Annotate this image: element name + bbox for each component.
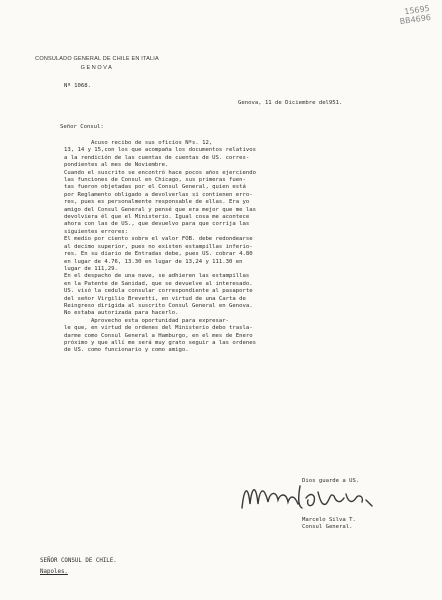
signer-title: Consul General. [302, 524, 353, 531]
recipient-city: Napoles. [40, 569, 68, 575]
recipient-address [40, 556, 117, 578]
letterhead-line1: CONSULADO GENERAL DE CHILE EN ITALIA [35, 56, 159, 62]
letter-body: Acuso recibo de sus oficios Nºs. 12, 13, 14 y 15,con los que acompaña los documentos relativos a la rendición de las cuentas de cuentas de US. corres- pondientes al mes de Noviembre. Cuando el suscrito se encontró hace pocos años ejerciendo las funciones de Consul en Chicago, sus primeras fuen- tas fueron objetadas por el Consul General, quien está por Reglamento obligado a devolverlas si contienen erro- res, pues es personalmente responsable de ellas. Era yo amigo del Consul General y pensé que era mejor que me las devolviera él que el Ministerio. Igual cosa me acontece ahora con las de US., que devuelvo para que corrija las siguientes errores: El medio por ciento sobre el valor FOB. debe redondearse al decimo superior, pues no existen estampillas inferio- res. En su diario de Entradas debe, pues US. cobrar 4.80 en lugar de 4.76, 13.30 en lugar de 13,24 y 111.30 en lugar de 111,29. En el despacho de una nave, se adhieren las estampillas en la Patente de Sanidad, que se devuelve al interesado. US. visó la cedula consular correspondiente al pasaporte del señor Virgilio Brevetti, en virtud de una Carta de Reingreso dirigida al suscrito Consul General en Genova. No estaba autorizada para hacerlo. Aprovecho esta oportunidad para expresar- le que, en virtud de ordenes del Ministerio debo trasla- darme como Consul General a Hamburgo, en el mes de Enero próximo y que allí me será muy grato seguir a las ordenes de US. como funcionario y como amigo. [64, 140, 256, 354]
letterhead-line2: GENOVA [80, 65, 114, 71]
letterhead [32, 56, 162, 71]
letter-date: Genova, 11 de Diciembre del951. [238, 100, 343, 106]
salutation: Señor Consul: [60, 124, 104, 130]
archive-note-line1: 15695 [403, 3, 430, 17]
letter-number: Nº 1068. [64, 83, 91, 89]
signer-name: Marcelo Silva T. [302, 517, 356, 523]
archive-note [398, 4, 432, 26]
signer-block [302, 517, 356, 532]
recipient-line: SEÑOR CONSUL DE CHILE. [40, 558, 117, 564]
archive-note-line2: BB4696 [398, 12, 432, 27]
closing-line: Dios guarde a US. [302, 478, 360, 484]
handwritten-signature [238, 478, 388, 516]
